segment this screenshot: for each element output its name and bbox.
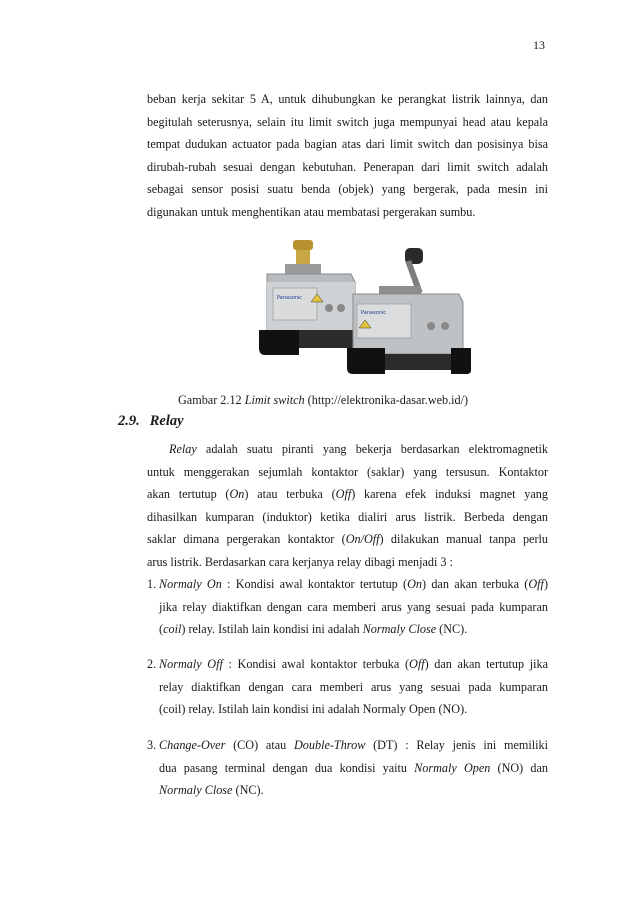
text-run: : Kondisi awal kontaktor tertutup ( — [221, 577, 408, 591]
text-run: ) dilakukan manual tanpa perlu — [379, 532, 548, 546]
term: Double-Throw — [294, 738, 366, 752]
text-line — [159, 573, 548, 596]
text-line — [159, 618, 548, 641]
text-line — [147, 438, 548, 461]
list-marker: 3. — [147, 738, 157, 752]
term: Off — [528, 577, 544, 591]
text-run: ) karena efek induksi magnet yang — [351, 487, 548, 501]
term: Normaly Open — [414, 760, 491, 775]
section-heading — [118, 413, 184, 430]
text-run: ( — [159, 622, 164, 636]
text-run: ) dan akan tertutup jika — [424, 657, 548, 671]
text-line: relay diaktifkan dengan cara memberi arus yang sesuai pada kumparan — [159, 679, 548, 694]
text-run: (NC). — [232, 783, 264, 797]
term-on-off: On/Off — [345, 532, 380, 546]
term: Normaly Off — [159, 657, 223, 671]
text-run: adalah suatu piranti yang bekerja berdasarkan elektromagnetik — [196, 442, 548, 456]
text-run: (NO) dan — [490, 760, 548, 775]
text-run: akan tertutup ( — [147, 487, 230, 501]
section-title: Relay — [149, 413, 184, 429]
term-off: Off — [335, 487, 352, 501]
term: Off — [409, 657, 425, 671]
text-run: ) atau terbuka ( — [244, 487, 336, 501]
limit-switch-photo — [255, 230, 475, 375]
text-line: dirubah-rubah sesuai dengan kebutuhan. Penerapan dari limit switch adalah — [147, 159, 548, 174]
brand-label: Panasonic — [277, 295, 303, 301]
term-on: On — [229, 487, 245, 501]
term-relay: Relay — [169, 442, 197, 456]
text-line: sebagai sensor posisi suatu benda (objek) yang bergerak, pada mesin ini — [147, 182, 548, 196]
brand-label: Panasonic — [361, 310, 387, 316]
section-number: 2.9. — [118, 413, 140, 429]
text-run: ) relay. Istilah lain kondisi ini adalah — [181, 622, 363, 636]
page-number: 13 — [533, 38, 545, 52]
text-run: ) dan akan terbuka ( — [422, 577, 529, 591]
caption-prefix: Gambar 2.12 — [178, 393, 245, 407]
caption-italic: Limit switch — [244, 393, 305, 407]
text-run: (CO) atau — [225, 738, 294, 752]
text-run: (NC). — [436, 622, 468, 636]
term: Normaly On — [159, 577, 222, 591]
text-line: arus listrik. Berdasarkan cara kerjanya relay dibagi menjadi 3 : — [147, 554, 453, 569]
text-line: beban kerja sekitar 5 A, untuk dihubungkan ke perangkat listrik lainnya, dan — [147, 92, 548, 106]
figure-caption — [178, 393, 468, 408]
text-line: digunakan untuk menghentikan atau membatasi pergerakan sumbu. — [147, 204, 476, 219]
text-line: untuk menggerakan sejumlah kontaktor (saklar) yang tersusun. Kontaktor — [147, 464, 548, 479]
term: Change-Over — [159, 738, 226, 752]
text-run: : Kondisi awal kontaktor terbuka ( — [222, 657, 410, 671]
text-line: dihasilkan kumparan (induktor) ketika dialiri arus listrik. Berbeda dengan — [147, 509, 548, 524]
paragraph-relay — [147, 438, 548, 573]
paragraph-limit-switch — [147, 88, 548, 223]
caption-source: (http://elektronika-dasar.web.id/) — [304, 393, 469, 407]
list-item — [147, 573, 548, 641]
text-line — [147, 483, 548, 506]
text-line — [159, 757, 548, 780]
text-line: jika relay diaktifkan dengan cara memberi arus yang sesuai pada kumparan — [159, 599, 548, 614]
roller-lever-switch — [347, 248, 471, 374]
text-line — [159, 734, 548, 757]
text-line — [159, 653, 548, 676]
text-run: (DT) : Relay jenis ini memiliki — [365, 738, 548, 752]
list-marker: 1. — [147, 577, 157, 591]
text-run: dua pasang terminal dengan dua kondisi yaitu — [159, 760, 415, 775]
text-run: saklar dimana pergerakan kontaktor ( — [147, 532, 346, 546]
text-line: tempat dudukan actuator pada bagian atas dari limit switch dan posisinya bisa — [147, 137, 548, 151]
term: Normaly Close — [362, 622, 437, 636]
term: On — [407, 577, 423, 591]
list-item — [147, 734, 548, 802]
plunger-switch — [259, 240, 355, 355]
list-marker: 2. — [147, 657, 157, 671]
text-line — [159, 779, 548, 802]
list-item — [147, 653, 548, 721]
term: coil — [163, 622, 182, 636]
term: Normaly Close — [159, 783, 233, 797]
text-line — [147, 528, 548, 551]
text-line: begitulah seterusnya, selain itu limit switch juga mempunyai head atau kepala — [147, 114, 548, 129]
text-run: ) — [543, 577, 548, 591]
text-line: (coil) relay. Istilah lain kondisi ini adalah Normaly Open (NO). — [159, 702, 468, 716]
